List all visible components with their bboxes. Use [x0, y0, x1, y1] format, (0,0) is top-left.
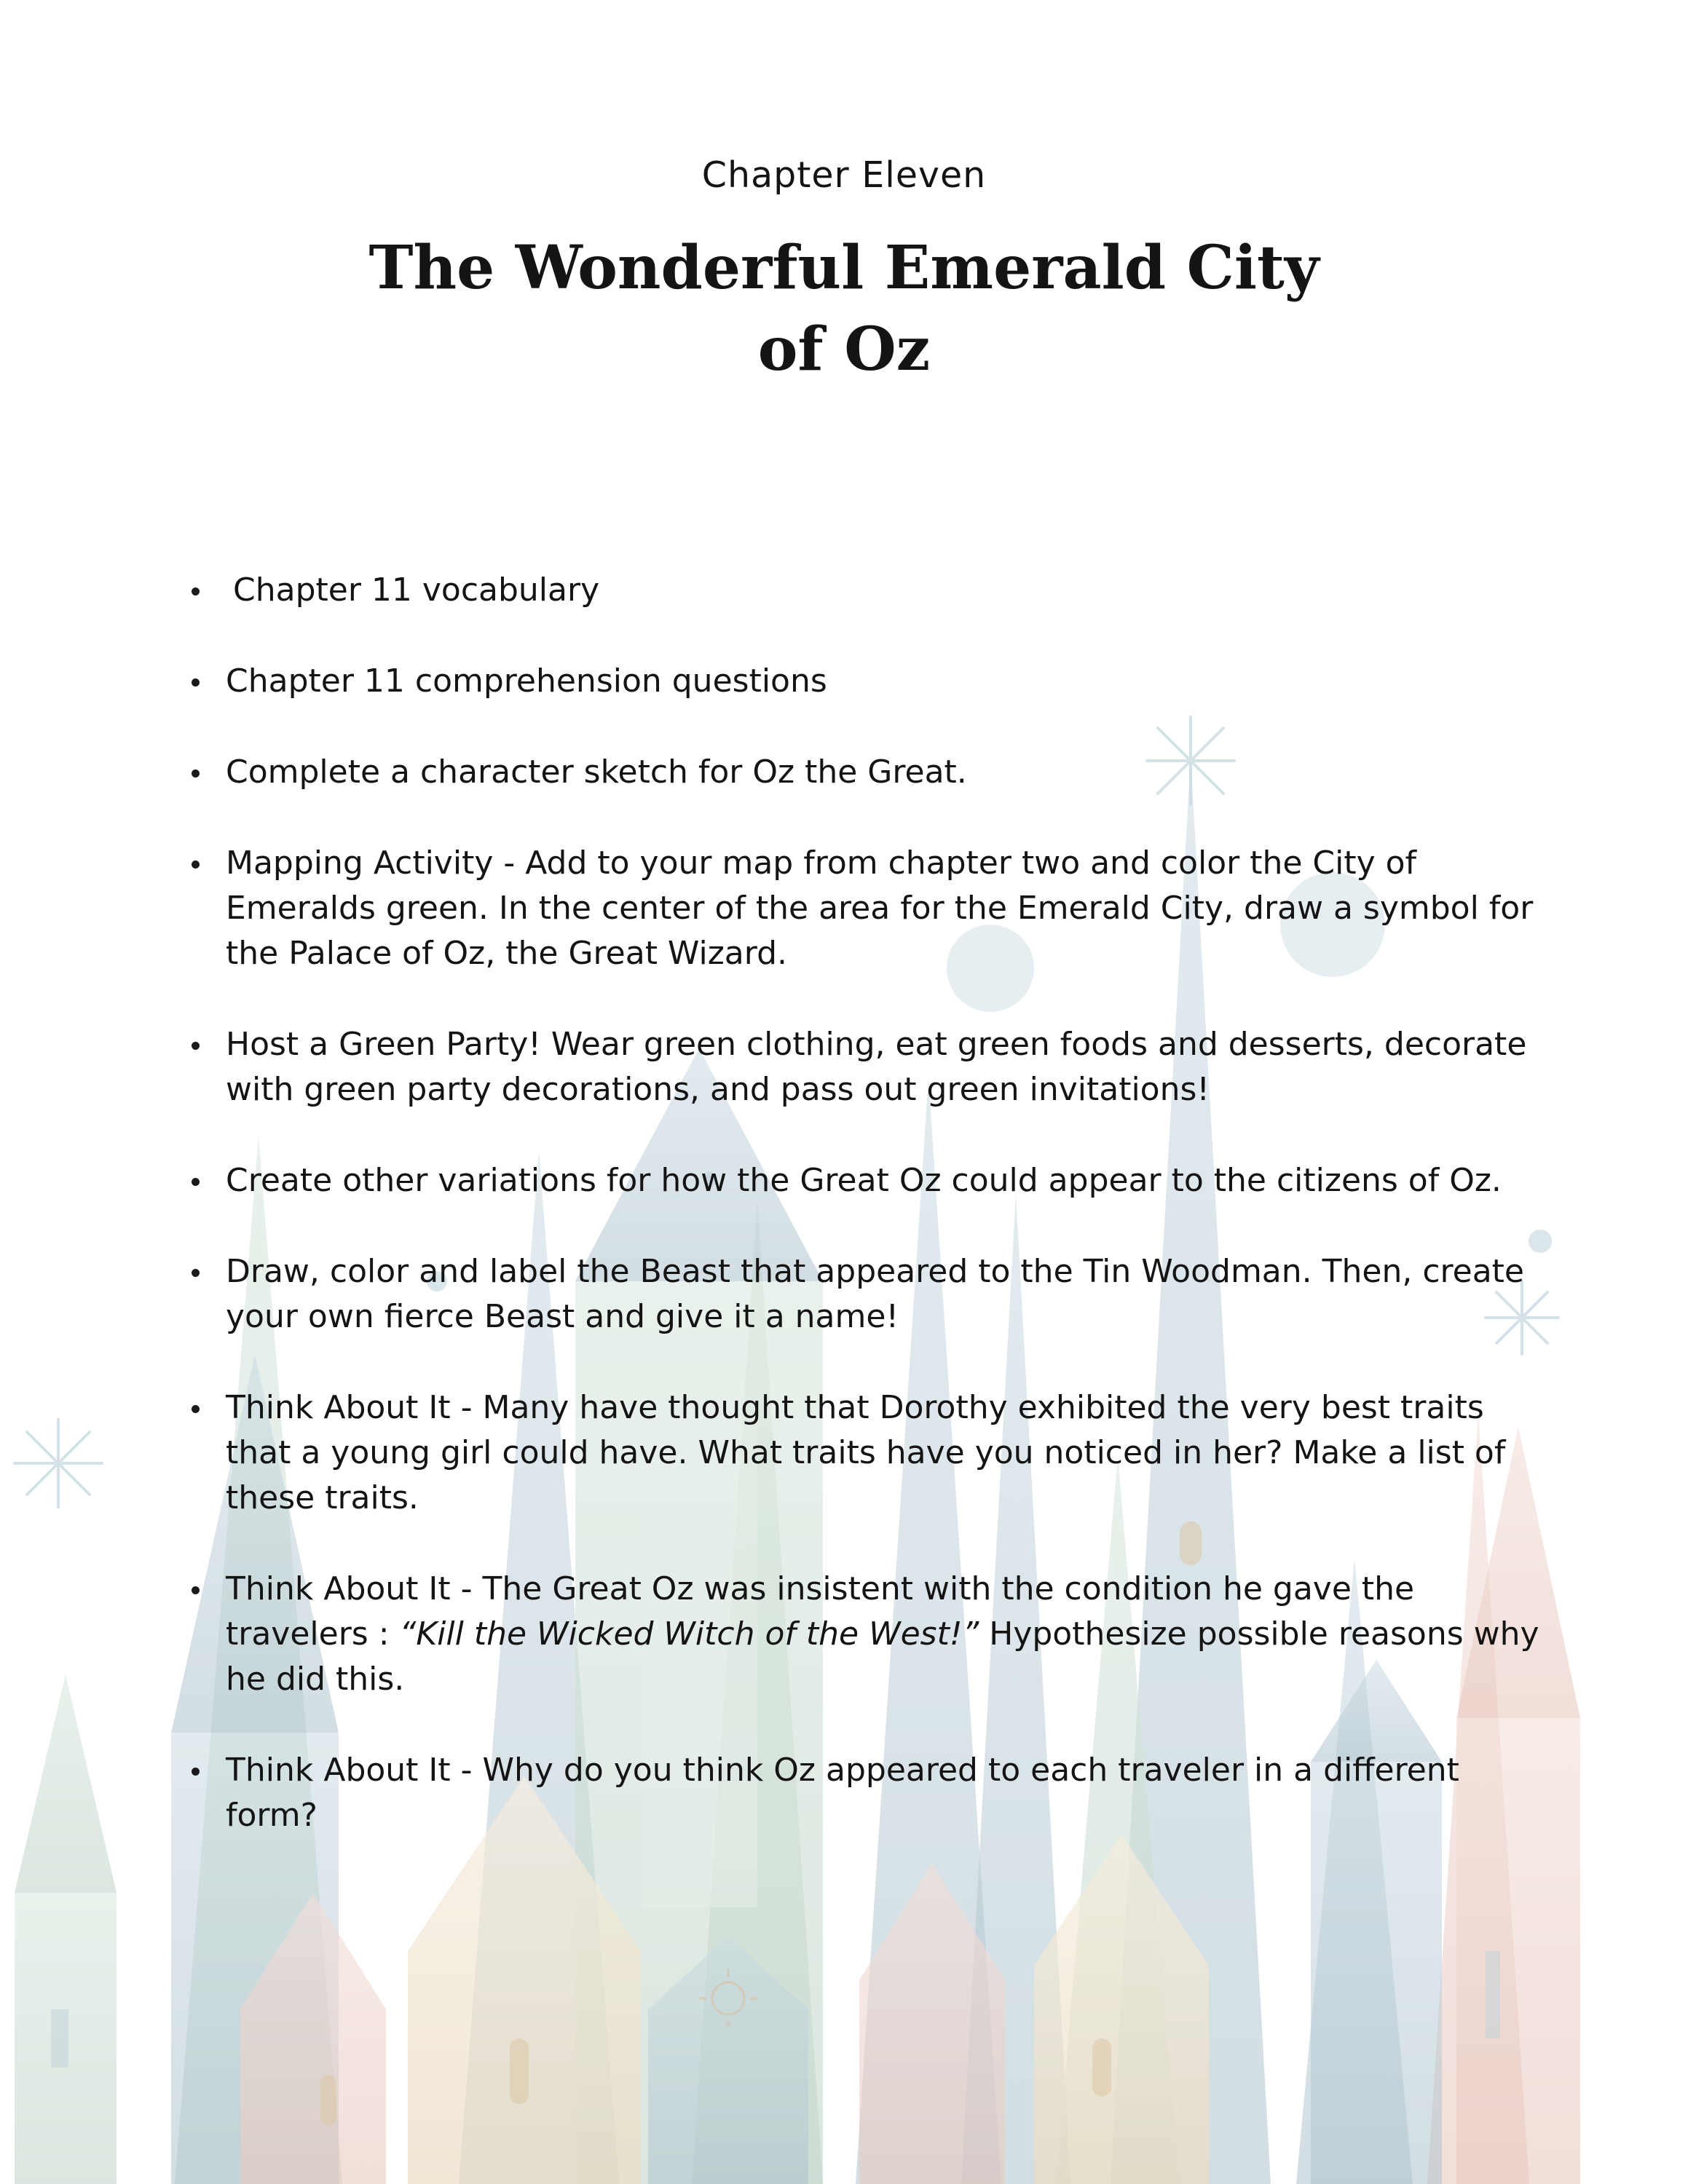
list-item: Chapter 11 comprehension questions [186, 659, 1547, 704]
list-item: Complete a character sketch for Oz the Great. [186, 750, 1547, 795]
list-item: Think About It - Many have thought that Dorothy exhibited the very best traits that a young girl could have. What traits have you noticed in her? Make a list of these traits. [186, 1385, 1547, 1521]
chapter-label: Chapter Eleven [701, 154, 987, 196]
list-item: Host a Green Party! Wear green clothing, eat green foods and desserts, decorate with green party decorations, and pass out green invitations! [186, 1022, 1547, 1112]
list-item-text: Think About It - The Great Oz was insistent with the condition he gave the travelers : [226, 1570, 1415, 1653]
list-item [186, 1567, 1547, 1702]
witch-quote: “Kill the Wicked Witch of the West!” [399, 1615, 979, 1653]
list-item: Chapter 11 vocabulary [186, 568, 1547, 613]
list-item: Think About It - Why do you think Oz appeared to each traveler in a different form? [186, 1748, 1547, 1838]
page-title-line-2: of Oz [757, 314, 931, 384]
list-item: Draw, color and label the Beast that appeared to the Tin Woodman. Then, create your own fierce Beast and give it a name! [186, 1249, 1547, 1340]
page-title-line-1: The Wonderful Emerald City [368, 233, 1320, 303]
list-item-text: Hypothesize possible reasons why he did this. [226, 1615, 1539, 1698]
list-item: Create other variations for how the Great Oz could appear to the citizens of Oz. [186, 1158, 1547, 1203]
page-title [0, 227, 1688, 390]
activity-list [186, 568, 1547, 1884]
list-item: Mapping Activity - Add to your map from chapter two and color the City of Emeralds green. In the center of the area for the Emerald City, draw a symbol for the Palace of Oz, the Great Wizard. [186, 841, 1547, 976]
